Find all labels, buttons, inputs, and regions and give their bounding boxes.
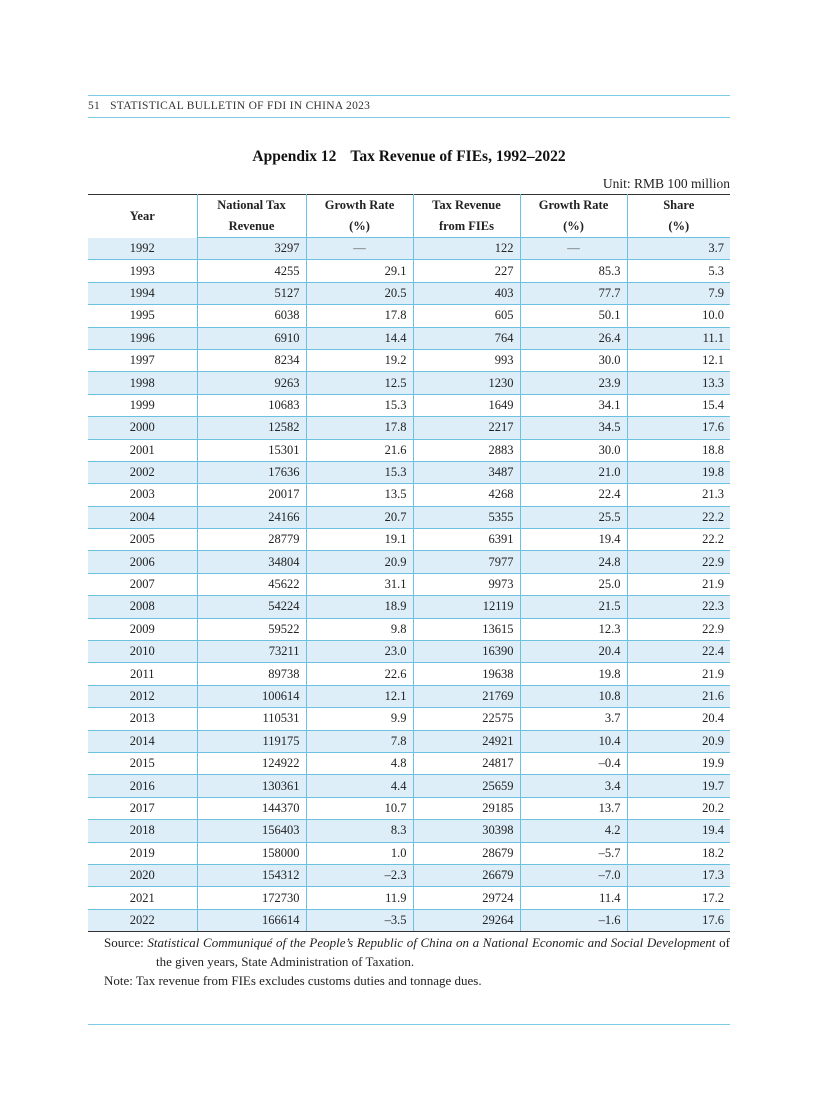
fie-tax-cell: 13615: [413, 618, 520, 640]
share-cell: 21.3: [627, 484, 730, 506]
table-notes: [104, 933, 730, 990]
national-tax-cell: 110531: [197, 708, 306, 730]
year-cell: 2008: [88, 596, 197, 618]
fie-tax-cell: 28679: [413, 842, 520, 864]
year-cell: 2012: [88, 685, 197, 707]
fie-growth-rate-cell: –7.0: [520, 864, 627, 886]
header-rule-bottom: [88, 117, 730, 118]
growth-rate-cell: 7.8: [306, 730, 413, 752]
fie-tax-cell: 16390: [413, 641, 520, 663]
growth-rate-cell: 4.4: [306, 775, 413, 797]
share-cell: 22.9: [627, 618, 730, 640]
year-cell: 1999: [88, 394, 197, 416]
table-row: [88, 641, 730, 663]
share-cell: 22.2: [627, 506, 730, 528]
growth-rate-cell: 31.1: [306, 573, 413, 595]
growth-rate-cell: 1.0: [306, 842, 413, 864]
fie-growth-rate-cell: 34.5: [520, 417, 627, 439]
growth-rate-cell: 19.2: [306, 349, 413, 371]
share-cell: 20.4: [627, 708, 730, 730]
national-tax-cell: 59522: [197, 618, 306, 640]
fie-tax-cell: 26679: [413, 864, 520, 886]
national-tax-cell: 54224: [197, 596, 306, 618]
fie-growth-rate-cell: 21.0: [520, 461, 627, 483]
share-cell: 17.6: [627, 909, 730, 931]
share-cell: 21.9: [627, 573, 730, 595]
fie-growth-rate-cell: 13.7: [520, 797, 627, 819]
national-tax-cell: 100614: [197, 685, 306, 707]
fie-tax-cell: 4268: [413, 484, 520, 506]
year-cell: 2013: [88, 708, 197, 730]
fie-tax-cell: 1230: [413, 372, 520, 394]
fie-growth-rate-cell: 21.5: [520, 596, 627, 618]
col-header-fie-growth-rate-unit: (%): [520, 216, 627, 238]
growth-rate-cell: –3.5: [306, 909, 413, 931]
year-cell: 2021: [88, 887, 197, 909]
table-row: [88, 439, 730, 461]
national-tax-cell: 20017: [197, 484, 306, 506]
year-cell: 2016: [88, 775, 197, 797]
share-cell: 17.6: [627, 417, 730, 439]
fie-tax-cell: 403: [413, 282, 520, 304]
year-cell: 2011: [88, 663, 197, 685]
national-tax-cell: 5127: [197, 282, 306, 304]
growth-rate-cell: 15.3: [306, 394, 413, 416]
growth-rate-cell: 21.6: [306, 439, 413, 461]
table-row: [88, 573, 730, 595]
share-cell: 12.1: [627, 349, 730, 371]
running-header: [88, 98, 730, 114]
appendix-label: Appendix 12: [252, 148, 337, 165]
share-cell: 19.4: [627, 820, 730, 842]
share-cell: 18.8: [627, 439, 730, 461]
fie-tax-cell: 24921: [413, 730, 520, 752]
share-cell: 19.8: [627, 461, 730, 483]
growth-rate-cell: 29.1: [306, 260, 413, 282]
col-header-national-tax: National Tax: [197, 195, 306, 217]
col-header-growth-rate-unit: (%): [306, 216, 413, 238]
year-cell: 2010: [88, 641, 197, 663]
share-cell: 7.9: [627, 282, 730, 304]
fie-growth-rate-cell: 19.8: [520, 663, 627, 685]
share-cell: 20.2: [627, 797, 730, 819]
fie-tax-cell: 30398: [413, 820, 520, 842]
fie-growth-rate-cell: 19.4: [520, 529, 627, 551]
share-cell: 17.2: [627, 887, 730, 909]
table-row: [88, 484, 730, 506]
col-header-tax-revenue-fies: Tax Revenue: [413, 195, 520, 217]
national-tax-cell: 144370: [197, 797, 306, 819]
year-cell: 1996: [88, 327, 197, 349]
table-row: [88, 461, 730, 483]
fie-tax-cell: 21769: [413, 685, 520, 707]
running-title: STATISTICAL BULLETIN OF FDI IN CHINA 2023: [110, 100, 371, 112]
source-label: Source:: [104, 935, 144, 950]
national-tax-cell: 73211: [197, 641, 306, 663]
share-cell: 11.1: [627, 327, 730, 349]
growth-rate-cell: 19.1: [306, 529, 413, 551]
fie-tax-cell: 9973: [413, 573, 520, 595]
table-row: [88, 506, 730, 528]
growth-rate-cell: 20.5: [306, 282, 413, 304]
share-cell: 10.0: [627, 305, 730, 327]
fie-growth-rate-cell: 85.3: [520, 260, 627, 282]
fie-tax-cell: 605: [413, 305, 520, 327]
fie-tax-cell: 3487: [413, 461, 520, 483]
fie-tax-cell: 2883: [413, 439, 520, 461]
table-row: [88, 596, 730, 618]
fie-tax-cell: 19638: [413, 663, 520, 685]
fie-growth-rate-cell: –0.4: [520, 752, 627, 774]
fie-tax-cell: 29185: [413, 797, 520, 819]
table-row: [88, 618, 730, 640]
fie-growth-rate-cell: 50.1: [520, 305, 627, 327]
title-text: Tax Revenue of FIEs, 1992–2022: [350, 148, 566, 165]
table-row: [88, 372, 730, 394]
footer-rule: [88, 1024, 730, 1025]
fie-tax-cell: 5355: [413, 506, 520, 528]
footnote: Note: Tax revenue from FIEs excludes customs duties and tonnage dues.: [104, 973, 482, 988]
fie-growth-rate-cell: 10.4: [520, 730, 627, 752]
fie-growth-rate-cell: 24.8: [520, 551, 627, 573]
year-cell: 1992: [88, 238, 197, 260]
year-cell: 1997: [88, 349, 197, 371]
fie-growth-rate-cell: 34.1: [520, 394, 627, 416]
fie-growth-rate-cell: 12.3: [520, 618, 627, 640]
fie-growth-rate-cell: 25.5: [520, 506, 627, 528]
national-tax-cell: 156403: [197, 820, 306, 842]
col-header-growth-rate: Growth Rate: [306, 195, 413, 217]
table-row: [88, 394, 730, 416]
national-tax-cell: 12582: [197, 417, 306, 439]
table-row: [88, 864, 730, 886]
growth-rate-cell: 20.9: [306, 551, 413, 573]
fie-tax-cell: 22575: [413, 708, 520, 730]
share-cell: 5.3: [627, 260, 730, 282]
fie-growth-rate-cell: 30.0: [520, 349, 627, 371]
growth-rate-cell: —: [306, 238, 413, 260]
share-cell: 21.6: [627, 685, 730, 707]
table-row: [88, 820, 730, 842]
fie-tax-cell: 12119: [413, 596, 520, 618]
share-cell: 13.3: [627, 372, 730, 394]
fie-growth-rate-cell: 26.4: [520, 327, 627, 349]
fie-tax-cell: 6391: [413, 529, 520, 551]
col-header-share: Share: [627, 195, 730, 217]
col-header-national-tax-line2: Revenue: [197, 216, 306, 238]
growth-rate-cell: 20.7: [306, 506, 413, 528]
growth-rate-cell: 9.9: [306, 708, 413, 730]
share-cell: 22.9: [627, 551, 730, 573]
share-cell: 19.9: [627, 752, 730, 774]
page-number: 51: [88, 100, 101, 112]
table-row: [88, 327, 730, 349]
table-row: [88, 282, 730, 304]
fie-growth-rate-cell: 23.9: [520, 372, 627, 394]
table-row: [88, 417, 730, 439]
fie-growth-rate-cell: 22.4: [520, 484, 627, 506]
fie-tax-cell: 29264: [413, 909, 520, 931]
growth-rate-cell: 10.7: [306, 797, 413, 819]
fie-growth-rate-cell: 25.0: [520, 573, 627, 595]
fie-tax-cell: 227: [413, 260, 520, 282]
national-tax-cell: 24166: [197, 506, 306, 528]
fie-growth-rate-cell: –1.6: [520, 909, 627, 931]
unit-label: Unit: RMB 100 million: [602, 176, 730, 191]
fie-growth-rate-cell: –5.7: [520, 842, 627, 864]
year-cell: 2015: [88, 752, 197, 774]
growth-rate-cell: 17.8: [306, 417, 413, 439]
table-row: [88, 260, 730, 282]
fie-tax-cell: 122: [413, 238, 520, 260]
table-row: [88, 685, 730, 707]
col-header-fie-growth-rate: Growth Rate: [520, 195, 627, 217]
source-publication: Statistical Communiqué of the People’s Republic of China on a National Economic and Social Development: [147, 935, 716, 950]
year-cell: 2022: [88, 909, 197, 931]
year-cell: 2014: [88, 730, 197, 752]
year-cell: 1995: [88, 305, 197, 327]
year-cell: 2000: [88, 417, 197, 439]
national-tax-cell: 124922: [197, 752, 306, 774]
year-cell: 2003: [88, 484, 197, 506]
national-tax-cell: 154312: [197, 864, 306, 886]
growth-rate-cell: 12.1: [306, 685, 413, 707]
fie-growth-rate-cell: 3.4: [520, 775, 627, 797]
share-cell: 17.3: [627, 864, 730, 886]
table-row: [88, 663, 730, 685]
fie-growth-rate-cell: 77.7: [520, 282, 627, 304]
year-cell: 2018: [88, 820, 197, 842]
table-row: [88, 708, 730, 730]
growth-rate-cell: 13.5: [306, 484, 413, 506]
fie-growth-rate-cell: 30.0: [520, 439, 627, 461]
year-cell: 2017: [88, 797, 197, 819]
year-cell: 2005: [88, 529, 197, 551]
year-cell: 2019: [88, 842, 197, 864]
table-row: [88, 752, 730, 774]
source-note: [104, 933, 730, 971]
national-tax-cell: 6910: [197, 327, 306, 349]
table-row: [88, 909, 730, 931]
share-cell: 22.4: [627, 641, 730, 663]
year-cell: 2009: [88, 618, 197, 640]
col-header-tax-revenue-fies-line2: from FIEs: [413, 216, 520, 238]
table-row: [88, 797, 730, 819]
national-tax-cell: 34804: [197, 551, 306, 573]
national-tax-cell: 10683: [197, 394, 306, 416]
year-cell: 2006: [88, 551, 197, 573]
table-row: [88, 730, 730, 752]
fie-tax-cell: 25659: [413, 775, 520, 797]
share-cell: 19.7: [627, 775, 730, 797]
year-cell: 2004: [88, 506, 197, 528]
year-cell: 2001: [88, 439, 197, 461]
fie-growth-rate-cell: 3.7: [520, 708, 627, 730]
share-cell: 18.2: [627, 842, 730, 864]
fie-tax-cell: 24817: [413, 752, 520, 774]
national-tax-cell: 6038: [197, 305, 306, 327]
fie-tax-cell: 29724: [413, 887, 520, 909]
col-header-share-unit: (%): [627, 216, 730, 238]
year-cell: 1994: [88, 282, 197, 304]
national-tax-cell: 89738: [197, 663, 306, 685]
header-rule-top: [88, 95, 730, 96]
fie-tax-cell: 2217: [413, 417, 520, 439]
share-cell: 21.9: [627, 663, 730, 685]
share-cell: 15.4: [627, 394, 730, 416]
fie-tax-cell: 993: [413, 349, 520, 371]
tax-revenue-table: [88, 194, 730, 932]
national-tax-cell: 45622: [197, 573, 306, 595]
growth-rate-cell: 4.8: [306, 752, 413, 774]
growth-rate-cell: 8.3: [306, 820, 413, 842]
national-tax-cell: 119175: [197, 730, 306, 752]
growth-rate-cell: 12.5: [306, 372, 413, 394]
table-body: [88, 238, 730, 932]
table-row: [88, 551, 730, 573]
fie-growth-rate-cell: 4.2: [520, 820, 627, 842]
fie-tax-cell: 7977: [413, 551, 520, 573]
national-tax-cell: 17636: [197, 461, 306, 483]
year-cell: 1993: [88, 260, 197, 282]
growth-rate-cell: 18.9: [306, 596, 413, 618]
share-cell: 22.3: [627, 596, 730, 618]
national-tax-cell: 3297: [197, 238, 306, 260]
fie-tax-cell: 1649: [413, 394, 520, 416]
growth-rate-cell: 11.9: [306, 887, 413, 909]
fie-growth-rate-cell: 11.4: [520, 887, 627, 909]
national-tax-cell: 28779: [197, 529, 306, 551]
year-cell: 2002: [88, 461, 197, 483]
table-row: [88, 238, 730, 260]
year-cell: 2020: [88, 864, 197, 886]
source-rest: of the given years, State Administration of Taxation.: [156, 935, 731, 969]
fie-growth-rate-cell: 10.8: [520, 685, 627, 707]
growth-rate-cell: 22.6: [306, 663, 413, 685]
share-cell: 3.7: [627, 238, 730, 260]
growth-rate-cell: 14.4: [306, 327, 413, 349]
national-tax-cell: 9263: [197, 372, 306, 394]
national-tax-cell: 166614: [197, 909, 306, 931]
year-cell: 1998: [88, 372, 197, 394]
growth-rate-cell: 17.8: [306, 305, 413, 327]
fie-growth-rate-cell: —: [520, 238, 627, 260]
table-row: [88, 775, 730, 797]
national-tax-cell: 8234: [197, 349, 306, 371]
growth-rate-cell: 15.3: [306, 461, 413, 483]
fie-tax-cell: 764: [413, 327, 520, 349]
col-header-year: Year: [88, 195, 197, 238]
growth-rate-cell: 23.0: [306, 641, 413, 663]
national-tax-cell: 130361: [197, 775, 306, 797]
table-row: [88, 305, 730, 327]
year-cell: 2007: [88, 573, 197, 595]
growth-rate-cell: 9.8: [306, 618, 413, 640]
table-row: [88, 529, 730, 551]
table-title: [88, 148, 730, 166]
national-tax-cell: 158000: [197, 842, 306, 864]
table-row: [88, 349, 730, 371]
national-tax-cell: 4255: [197, 260, 306, 282]
national-tax-cell: 15301: [197, 439, 306, 461]
share-cell: 20.9: [627, 730, 730, 752]
share-cell: 22.2: [627, 529, 730, 551]
national-tax-cell: 172730: [197, 887, 306, 909]
fie-growth-rate-cell: 20.4: [520, 641, 627, 663]
growth-rate-cell: –2.3: [306, 864, 413, 886]
table-row: [88, 887, 730, 909]
table-row: [88, 842, 730, 864]
